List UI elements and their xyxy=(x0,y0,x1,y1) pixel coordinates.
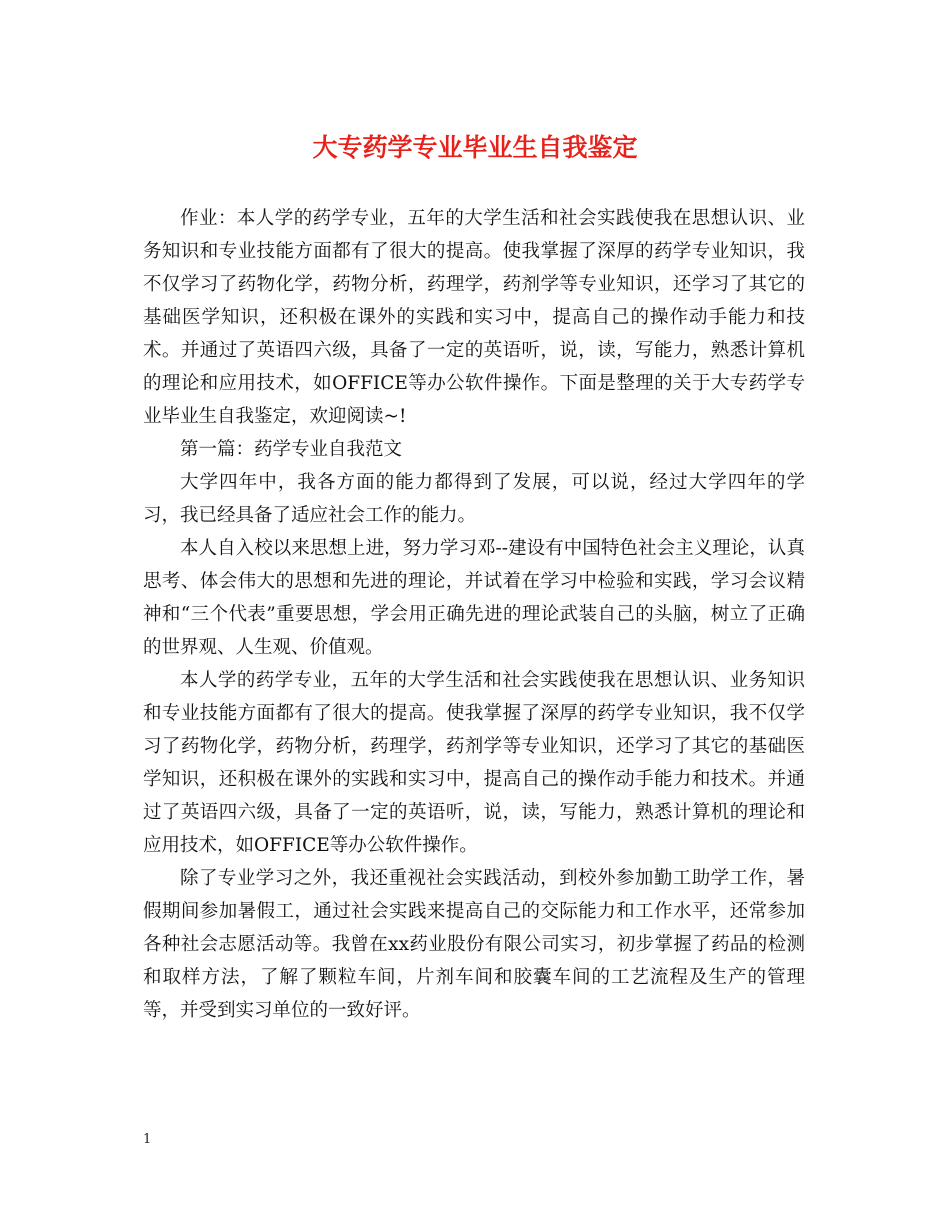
paragraph: 本人自入校以来思想上进，努力学习邓--建设有中国特色社会主义理论，认真思考、体会伟大的思想和先进的理论，并试着在学习中检验和实践，学习会议精神和“三个代表”重要思想，学会用正确先进的理论武装自己的头脑，树立了正确的世界观、人生观、价值观。 xyxy=(143,538,805,658)
section-heading: 第一篇：药学专业自我范文 xyxy=(180,439,403,460)
paragraph: 除了专业学习之外，我还重视社会实践活动，到校外参加勤工助学工作，暑假期间参加暑假工，通过社会实践来提高自己的交际能力和工作水平，还常参加各种社会志愿活动等。我曾在xx药业股份有限公司实习，初步掌握了药品的检测和取样方法，了解了颗粒车间，片剂车间和胶囊车间的工艺流程及生产的管理等，并受到实习单位的一致好评。 xyxy=(143,868,805,1021)
document-title: 大专药学专业毕业生自我鉴定 xyxy=(312,133,638,162)
paragraph-intro: 作业：本人学的药学专业，五年的大学生活和社会实践使我在思想认识、业务知识和专业技能方面都有了很大的提高。使我掌握了深厚的药学专业知识，我不仅学习了药物化学，药物分析，药理学，药剂学等专业知识，还学习了其它的基础医学知识，还积极在课外的实践和实习中，提高自己的操作动手能力和技术。并通过了英语四六级，具备了一定的英语听，说，读，写能力，熟悉计算机的理论和应用技术，如OFFICE等办公软件操作。下面是整理的关于大专药学专业毕业生自我鉴定，欢迎阅读~! xyxy=(143,208,805,427)
paragraph: 本人学的药学专业，五年的大学生活和社会实践使我在思想认识、业务知识和专业技能方面都有了很大的提高。使我掌握了深厚的药学专业知识，我不仅学习了药物化学，药物分析，药理学，药剂学等专业知识，还学习了其它的基础医学知识，还积极在课外的实践和实习中，提高自己的操作动手能力和技术。并通过了英语四六级，具备了一定的英语听，说，读，写能力，熟悉计算机的理论和应用技术，如OFFICE等办公软件操作。 xyxy=(143,670,805,856)
paragraph: 大学四年中，我各方面的能力都得到了发展，可以说，经过大学四年的学习，我已经具备了适应社会工作的能力。 xyxy=(143,472,805,526)
document-body xyxy=(143,202,805,1027)
page-number: 1 xyxy=(143,1132,152,1147)
